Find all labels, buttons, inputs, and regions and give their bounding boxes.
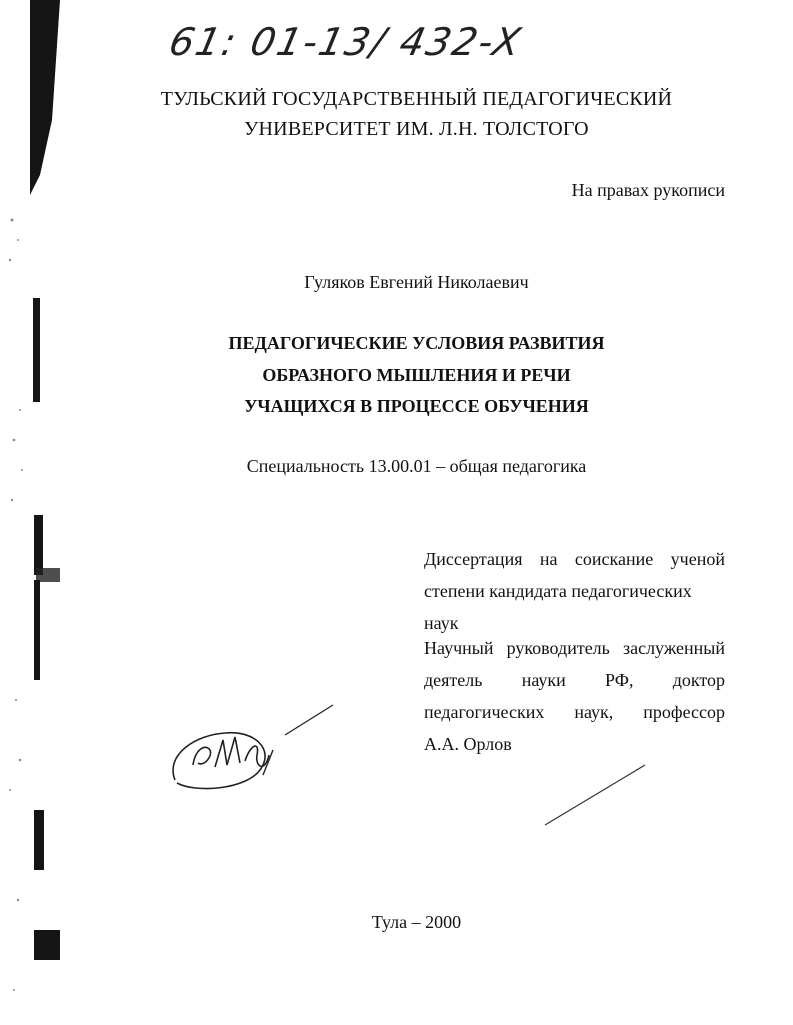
supervisor-line-4: А.А. Орлов <box>424 734 512 754</box>
university-name-line-1: ТУЛЬСКИЙ ГОСУДАРСТВЕННЫЙ ПЕДАГОГИЧЕСКИЙ <box>160 88 673 110</box>
dissertation-line-1: Диссертация на соискание ученой <box>424 549 725 569</box>
author-name: Гуляков Евгений Николаевич <box>304 272 529 292</box>
title-line-2: ОБРАЗНОГО МЫШЛЕНИЯ И РЕЧИ <box>262 365 571 385</box>
signature <box>165 695 345 805</box>
university-name-line-2: УНИВЕРСИТЕТ ИМ. Л.Н. ТОЛСТОГО <box>244 118 589 140</box>
supervisor-block <box>424 632 725 760</box>
supervisor-line-1: Научный руководитель заслуженный <box>424 638 725 658</box>
dissertation-block <box>424 543 725 639</box>
supervisor-line-2: деятель науки РФ, доктор <box>424 670 725 690</box>
archive-code-handwritten: 61: 01-13/ 432-X <box>165 20 527 64</box>
scan-edge-artifacts <box>0 0 60 1025</box>
dissertation-line-2: степени кандидата педагогических наук <box>424 581 692 633</box>
city-year: Тула – 2000 <box>371 912 462 932</box>
supervisor-line-3: педагогических наук, профессор <box>424 702 725 722</box>
title-line-1: ПЕДАГОГИЧЕСКИЕ УСЛОВИЯ РАЗВИТИЯ <box>228 333 605 353</box>
rights-note: На правах рукописи <box>571 180 725 200</box>
title-line-3: УЧАЩИХСЯ В ПРОЦЕССЕ ОБУЧЕНИЯ <box>244 396 589 416</box>
pen-stroke-mark <box>540 760 650 830</box>
specialty: Специальность 13.00.01 – общая педагогика <box>246 456 587 476</box>
